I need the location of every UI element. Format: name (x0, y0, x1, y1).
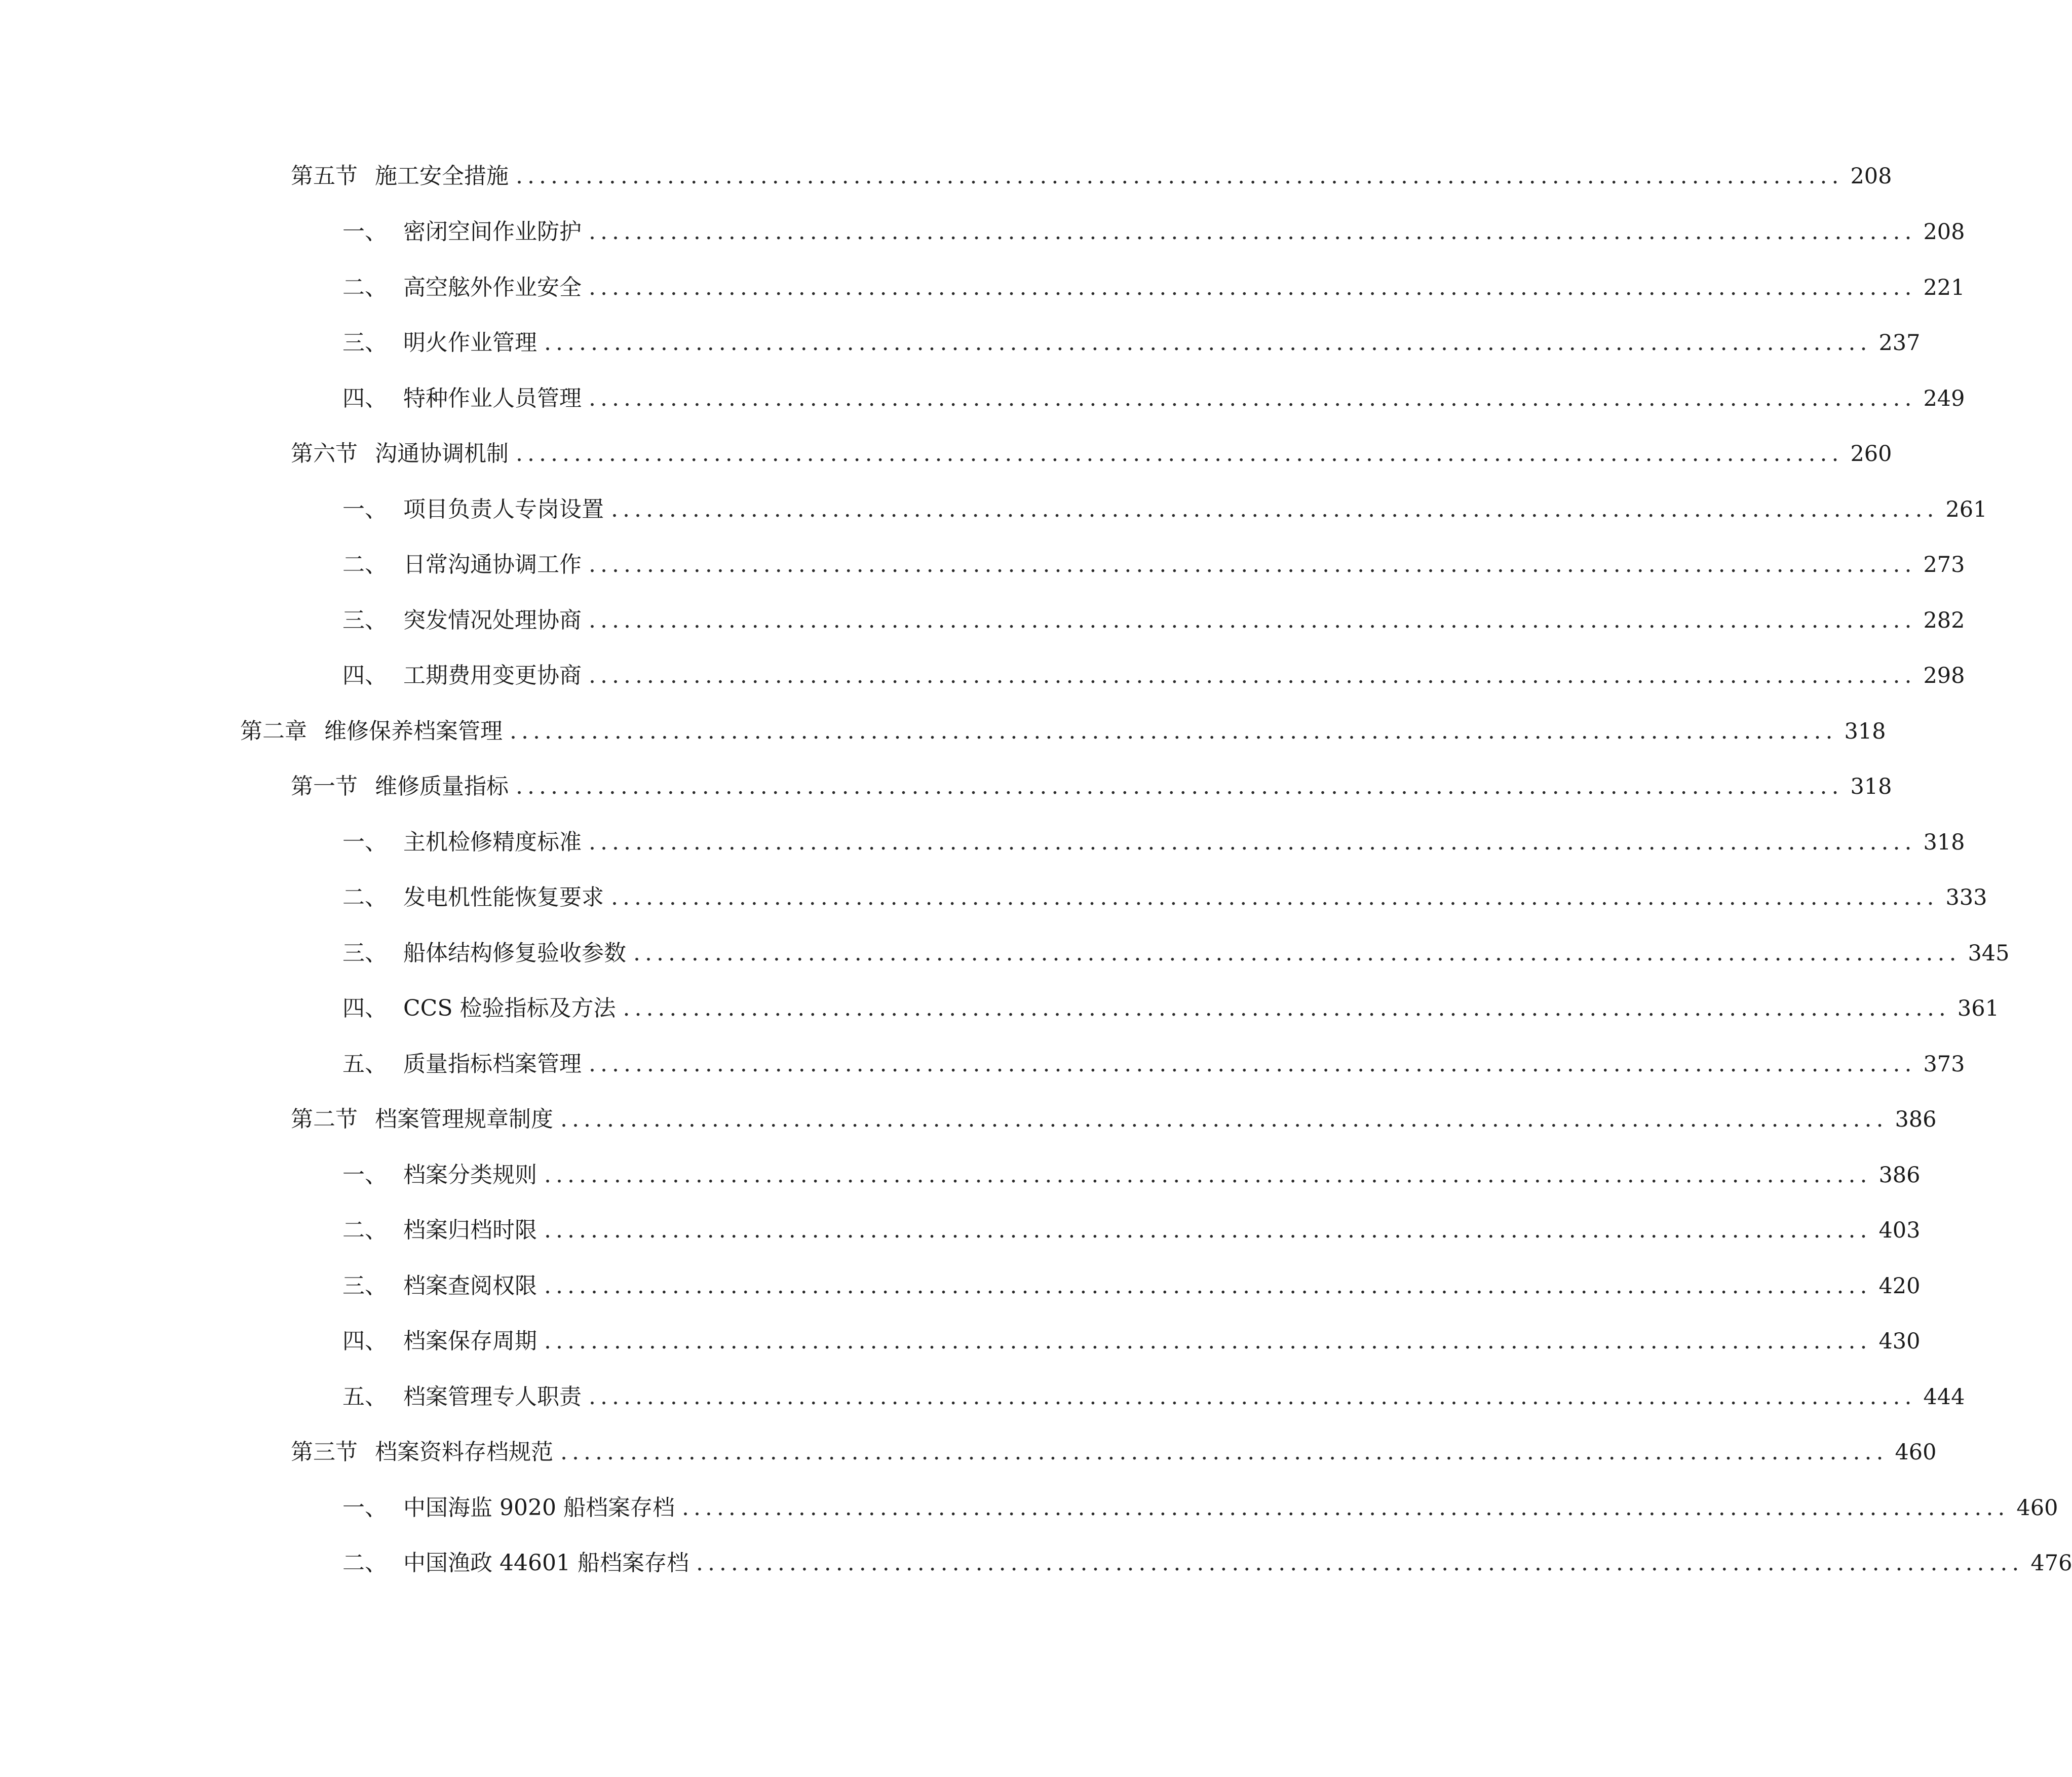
entry-number: 二、 (342, 552, 387, 577)
entry-title: 中国渔政 44601 船档案存档 (403, 1550, 689, 1576)
toc-entry[interactable] (342, 1493, 2058, 1523)
entry-head (291, 161, 509, 191)
entry-title: 维修保养档案管理 (324, 718, 503, 744)
entry-title: 特种作业人员管理 (403, 385, 582, 411)
toc-entry[interactable] (342, 1160, 1921, 1190)
dot-leader: .................................................................................................................. (544, 1328, 1872, 1354)
page-number: 361 (1957, 996, 1999, 1021)
entry-title: 档案管理专人职责 (403, 1384, 582, 1410)
entry-head (291, 771, 509, 802)
entry-number: 一、 (342, 1162, 387, 1188)
page-number: 386 (1878, 1163, 1921, 1188)
entry-number: 三、 (342, 940, 387, 966)
entry-head (342, 328, 537, 358)
page-number: 444 (1923, 1384, 1965, 1410)
page-number: 261 (1945, 497, 1987, 522)
page-number: 249 (1923, 386, 1965, 411)
dot-leader: .................................................................................................................. (560, 1439, 1888, 1465)
dot-leader: .................................................................................................................. (633, 940, 1961, 966)
page-number: 476 (2030, 1551, 2072, 1576)
entry-title: 主机检修精度标准 (403, 829, 582, 855)
page-number: 318 (1844, 719, 1886, 744)
page-number: 237 (1878, 330, 1921, 356)
toc-entry[interactable] (291, 439, 1892, 469)
entry-number: 三、 (342, 607, 387, 633)
entry-number: 第五节 (291, 163, 358, 189)
dot-leader: .................................................................................................................. (589, 607, 1916, 633)
page-number: 318 (1850, 774, 1892, 799)
entry-title: 密闭空间作业防护 (403, 219, 582, 245)
entry-head (291, 1104, 553, 1135)
toc-entry[interactable] (342, 661, 1965, 691)
entry-head (342, 273, 582, 303)
toc-entry[interactable] (342, 1326, 1921, 1357)
toc-entry[interactable] (291, 1104, 1937, 1135)
dot-leader: .................................................................................................................. (589, 663, 1916, 688)
entry-title: 档案归档时限 (403, 1217, 537, 1243)
page-number: 208 (1923, 219, 1965, 245)
toc-entry[interactable] (342, 605, 1965, 636)
entry-title: 船体结构修复验收参数 (403, 940, 626, 966)
entry-head (342, 494, 604, 525)
toc-entry[interactable] (342, 827, 1965, 858)
entry-head (342, 1215, 537, 1246)
dot-leader: .................................................................................................................. (516, 441, 1844, 467)
entry-number: 第二节 (291, 1106, 358, 1132)
entry-head (240, 716, 503, 747)
dot-leader: .................................................................................................................. (589, 1384, 1916, 1410)
entry-head (342, 550, 582, 580)
dot-leader: .................................................................................................................. (589, 385, 1916, 411)
entry-number: 四、 (342, 1328, 387, 1354)
toc-entry[interactable] (342, 217, 1965, 247)
entry-head (342, 217, 582, 247)
entry-head (342, 1271, 537, 1301)
toc-entry[interactable] (342, 993, 1999, 1024)
toc-entry[interactable] (342, 1548, 2072, 1578)
entry-title: 工期费用变更协商 (403, 663, 582, 688)
entry-number: 第一节 (291, 774, 358, 799)
dot-leader: .................................................................................................................. (516, 163, 1844, 189)
dot-leader: .................................................................................................................. (560, 1106, 1888, 1132)
dot-leader: .................................................................................................................. (696, 1550, 2024, 1576)
dot-leader: .................................................................................................................. (611, 496, 1939, 522)
dot-leader: .................................................................................................................. (510, 718, 1837, 744)
dot-leader: .................................................................................................................. (544, 1162, 1872, 1188)
dot-leader: .................................................................................................................. (516, 774, 1844, 799)
entry-head (342, 1049, 582, 1079)
entry-title: 高空舷外作业安全 (403, 275, 582, 300)
entry-head (342, 1548, 689, 1578)
page-number: 208 (1850, 164, 1892, 189)
entry-title: 突发情况处理协商 (403, 607, 582, 633)
entry-number: 三、 (342, 330, 387, 356)
entry-number: 二、 (342, 1550, 387, 1576)
entry-head (342, 605, 582, 636)
toc-entry[interactable] (342, 938, 2010, 969)
dot-leader: .................................................................................................................. (544, 1217, 1872, 1243)
dot-leader: .................................................................................................................. (589, 829, 1916, 855)
entry-number: 四、 (342, 995, 387, 1021)
toc-entry[interactable] (342, 1271, 1921, 1301)
entry-head (291, 1437, 553, 1467)
entry-head (342, 1160, 537, 1190)
toc-entry[interactable] (342, 1049, 1965, 1079)
entry-head (342, 1326, 537, 1357)
page-number: 420 (1878, 1273, 1921, 1299)
entry-number: 一、 (342, 496, 387, 522)
dot-leader: .................................................................................................................. (544, 1273, 1872, 1299)
entry-title: 质量指标档案管理 (403, 1051, 582, 1077)
entry-title: 档案保存周期 (403, 1328, 537, 1354)
entry-title: 档案分类规则 (403, 1162, 537, 1188)
entry-title: 档案管理规章制度 (375, 1106, 553, 1132)
entry-head (342, 938, 626, 969)
page-number: 273 (1923, 552, 1965, 577)
toc-entry[interactable] (342, 1215, 1921, 1246)
entry-number: 第二章 (240, 718, 307, 744)
page-number: 460 (2016, 1495, 2058, 1521)
dot-leader: .................................................................................................................. (611, 884, 1939, 910)
entry-title: 明火作业管理 (403, 330, 537, 356)
toc-entry[interactable] (291, 771, 1892, 802)
page-number: 373 (1923, 1052, 1965, 1077)
entry-title: 档案查阅权限 (403, 1273, 537, 1299)
page-number: 298 (1923, 663, 1965, 688)
page-number: 345 (1968, 941, 2010, 966)
entry-number: 二、 (342, 275, 387, 300)
entry-title: 档案资料存档规范 (375, 1439, 553, 1465)
entry-number: 四、 (342, 385, 387, 411)
page-number: 260 (1850, 441, 1892, 467)
toc-entry[interactable] (291, 1437, 1937, 1467)
entry-number: 五、 (342, 1384, 387, 1410)
entry-head (342, 882, 604, 913)
entry-title: 维修质量指标 (375, 774, 509, 799)
toc-entry[interactable] (342, 882, 1987, 913)
entry-number: 一、 (342, 829, 387, 855)
entry-number: 第六节 (291, 441, 358, 467)
dot-leader: .................................................................................................................. (544, 330, 1872, 356)
entry-number: 第三节 (291, 1439, 358, 1465)
page-number: 221 (1923, 275, 1965, 300)
entry-head (342, 993, 616, 1024)
dot-leader: .................................................................................................................. (589, 275, 1916, 300)
entry-head (342, 383, 582, 414)
page-number: 386 (1895, 1107, 1937, 1132)
entry-title: 发电机性能恢复要求 (403, 884, 604, 910)
entry-number: 一、 (342, 219, 387, 245)
page-number: 318 (1923, 830, 1965, 855)
entry-head (342, 661, 582, 691)
toc-entry[interactable] (342, 383, 1965, 414)
entry-number: 五、 (342, 1051, 387, 1077)
entry-number: 二、 (342, 884, 387, 910)
entry-title: 日常沟通协调工作 (403, 552, 582, 577)
dot-leader: .................................................................................................................. (623, 995, 1950, 1021)
toc-entry[interactable] (342, 1382, 1965, 1412)
entry-number: 二、 (342, 1217, 387, 1243)
page-number: 282 (1923, 608, 1965, 633)
page-number: 430 (1878, 1329, 1921, 1354)
entry-number: 一、 (342, 1495, 387, 1521)
entry-title: CCS 检验指标及方法 (403, 995, 616, 1021)
toc-entry[interactable] (291, 161, 1892, 191)
dot-leader: .................................................................................................................. (589, 552, 1916, 577)
entry-head (342, 1493, 675, 1523)
page-number: 403 (1878, 1218, 1921, 1243)
toc-entry[interactable] (342, 273, 1965, 303)
page-number: 333 (1945, 885, 1987, 910)
toc-entry[interactable] (240, 716, 1886, 747)
toc-entry[interactable] (342, 494, 1987, 525)
dot-leader: .................................................................................................................. (589, 1051, 1916, 1077)
entry-head (342, 1382, 582, 1412)
entry-title: 中国海监 9020 船档案存档 (403, 1495, 675, 1521)
entry-number: 三、 (342, 1273, 387, 1299)
entry-title: 项目负责人专岗设置 (403, 496, 604, 522)
toc-entry[interactable] (342, 550, 1965, 580)
entry-head (291, 439, 509, 469)
entry-title: 沟通协调机制 (375, 441, 509, 467)
page-number: 460 (1895, 1440, 1937, 1465)
toc-entry[interactable] (342, 328, 1921, 358)
entry-head (342, 827, 582, 858)
entry-title: 施工安全措施 (375, 163, 509, 189)
dot-leader: .................................................................................................................. (681, 1495, 2010, 1521)
entry-number: 四、 (342, 663, 387, 688)
dot-leader: .................................................................................................................. (589, 219, 1916, 245)
